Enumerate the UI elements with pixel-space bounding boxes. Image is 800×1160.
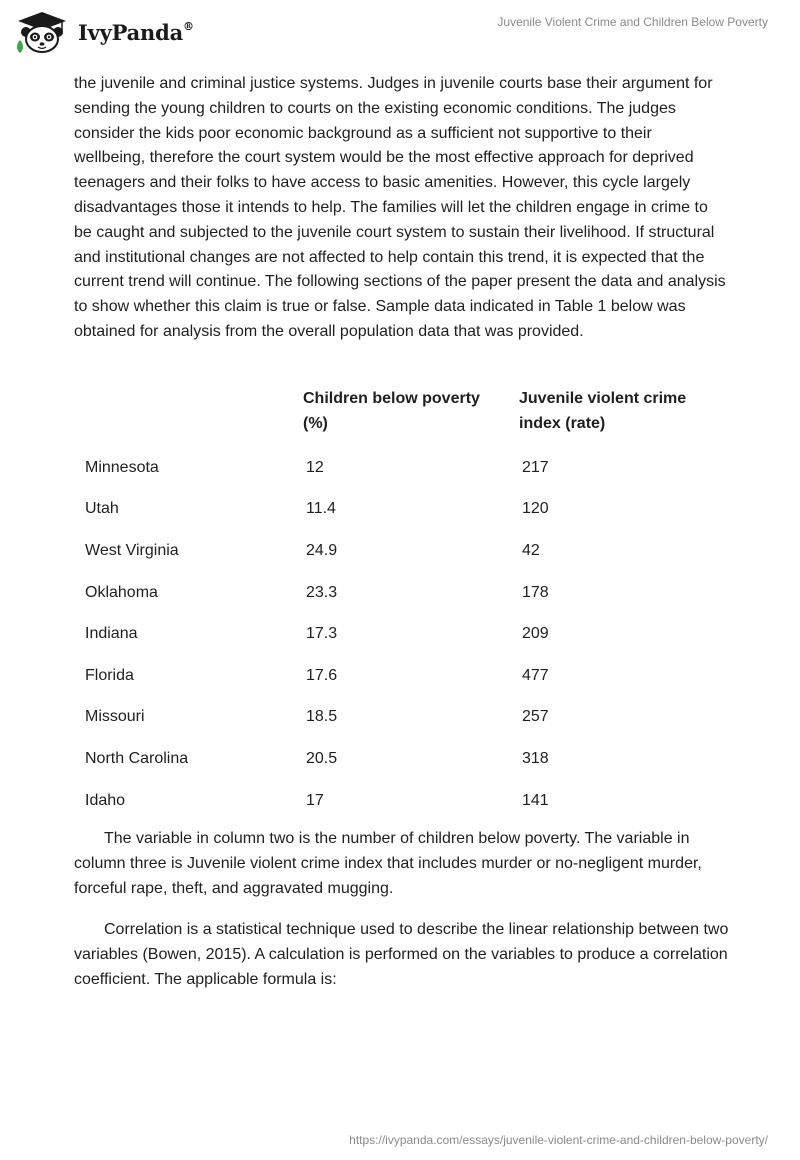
- crime-index-cell: 257: [522, 708, 549, 726]
- body-paragraph-1: the juvenile and criminal justice systems. Judges in juvenile courts base their argument for sending the young children to courts on the existing economic conditions. The judges consider the kids poor economic background as a sufficient not supportive to their wellbeing, therefore the court system would be the most effective approach for deprived teenagers and their folks to have access to basic amenities. However, this cycle largely disadvantages those it intends to help. The families will let the children engage in crime to be caught and subjected to the juvenile court system to sustain their livelihood. If structural and institutional changes are not affected to help contain this trend, it is expected that the current trend will continue. The following sections of the paper present the data and analysis to show whether this claim is true or false. Sample data indicated in Table 1 below was obtained for analysis from the overall population data that was provided.: [74, 75, 726, 340]
- state-cell: Minnesota: [85, 458, 159, 476]
- table-row: [74, 655, 726, 697]
- crime-index-cell: 178: [522, 583, 549, 601]
- brand-name: IvyPanda®: [78, 19, 194, 45]
- crime-index-cell: 477: [522, 666, 549, 684]
- crime-index-cell: 217: [522, 458, 549, 476]
- state-cell: Idaho: [85, 791, 126, 809]
- poverty-cell: 11.4: [306, 500, 336, 518]
- poverty-cell: 17.3: [306, 625, 338, 643]
- panda-logo-icon: [14, 10, 70, 54]
- table-row: [74, 738, 726, 780]
- page-header: [0, 0, 800, 70]
- body-paragraph-3: Correlation is a statistical technique used to describe the linear relationship between two variables (Bowen, 2015). A calculation is performed on the variables to produce a correlation coefficient. The applicable formula is:: [74, 921, 729, 988]
- crime-index-cell: 318: [522, 749, 549, 767]
- table-row: [74, 530, 726, 572]
- poverty-cell: 12: [306, 458, 324, 476]
- state-cell: North Carolina: [85, 749, 189, 767]
- brand-logo[interactable]: [14, 10, 194, 54]
- crime-index-cell: 141: [522, 791, 549, 809]
- table-row: [74, 489, 726, 531]
- poverty-cell: 18.5: [306, 708, 338, 726]
- state-cell: Missouri: [85, 708, 145, 726]
- poverty-cell: 24.9: [306, 541, 338, 559]
- crime-index-cell: 42: [522, 541, 540, 559]
- state-cell: Indiana: [85, 625, 138, 643]
- table-header-row: [74, 384, 726, 447]
- poverty-cell: 20.5: [306, 749, 338, 767]
- state-cell: Florida: [85, 666, 134, 684]
- table-header-poverty: Children below poverty (%): [303, 390, 480, 432]
- state-cell: Oklahoma: [85, 583, 158, 601]
- poverty-cell: 17: [306, 791, 324, 809]
- essay-body: [74, 72, 726, 345]
- body-paragraph-2: The variable in column two is the number of children below poverty. The variable in column three is Juvenile violent crime index that includes murder or no-negligent murder, forceful rape, theft, and aggravated mugging.: [74, 830, 702, 897]
- table-row: [74, 697, 726, 739]
- data-table: [74, 384, 726, 821]
- table-row: [74, 447, 726, 489]
- poverty-cell: 17.6: [306, 666, 338, 684]
- source-url-link[interactable]: https://ivypanda.com/essays/juvenile-violent-crime-and-children-below-poverty/: [349, 1133, 768, 1147]
- table-header-state: [74, 384, 295, 447]
- body-paragraph-3-container: [74, 918, 730, 992]
- crime-index-cell: 209: [522, 625, 549, 643]
- poverty-cell: 23.3: [306, 583, 338, 601]
- state-cell: Utah: [85, 500, 119, 518]
- table-row: [74, 613, 726, 655]
- table-row: [74, 572, 726, 614]
- table-header-crime-index: Juvenile violent crime index (rate): [519, 390, 687, 432]
- body-paragraph-2-container: [74, 827, 726, 901]
- running-title: Juvenile Violent Crime and Children Below Poverty: [497, 15, 768, 29]
- crime-index-cell: 120: [522, 500, 549, 518]
- table-row: [74, 780, 726, 822]
- state-cell: West Virginia: [85, 541, 179, 559]
